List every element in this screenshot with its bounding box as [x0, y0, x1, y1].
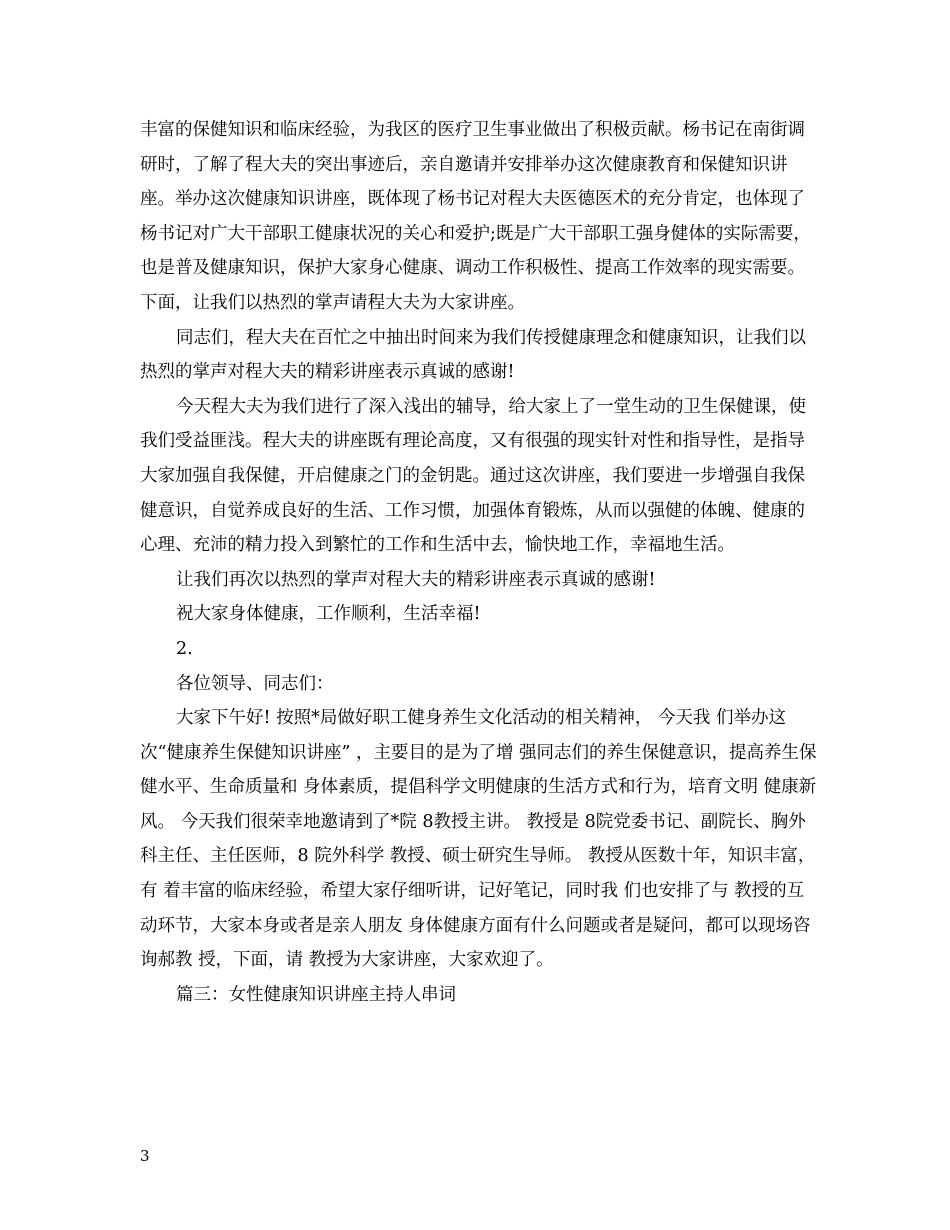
page-number: 3 [140, 1147, 150, 1165]
document-body [140, 113, 820, 1012]
salutation: 各位领导、同志们： [176, 673, 334, 694]
paragraph-continuation: 丰富的保健知识和临床经验，为我区的医疗卫生事业做出了积极贡献。杨书记在南街调研时，了解了程大夫的突出事迹后，亲自邀请并安排举办这次健康教育和保健知识讲座。举办这次健康知识讲座，既体现了杨书记对程大夫医德医术的充分肯定，也体现了杨书记对广大干部职工健康状况的关心和爱护;既是广大干部职工强身健体的实际需要，也是普及健康知识，保护大家身心健康、调动工作积极性、提高工作效率的现实需要。 下面，让我们以热烈的掌声请程大夫为大家讲座。 [140, 120, 811, 313]
paragraph-summary: 今天程大夫为我们进行了深入浅出的辅导，给大家上了一堂生动的卫生保健课，使我们受益匪浅。程大夫的讲座既有理论高度，又有很强的现实针对性和指导性，是指导大家加强自我保健，开启健康之门的金钥匙。通过这次讲座，我们要进一步增强自我保健意识，自觉养成良好的生活、工作习惯，加强体育锻炼，从而以强健的体魄、健康的心理、充沛的精力投入到繁忙的工作和生活中去，愉快地工作，幸福地生活。 [140, 396, 806, 556]
paragraph-opening-speech: 大家下午好! 按照*局做好职工健身养生文化活动的相关精神， 今天我 们举办这次“健康养生保健知识讲座” ，主要目的是为了增 强同志们的养生保健意识，提高养生保健水平、生命质量和 身体素质，提倡科学文明健康的生活方式和行为，培育文明 健康新风。 今天我们很荣幸地邀请到了*院 8教授主讲。 教授是 8院党委书记、副院长、胸外科主任、主任医师，8 院外科学 教授、硕士研究生导师。 教授从医数十年，知识丰富，有 着丰富的临床经验，希望大家仔细听讲，记好笔记，同时我 们也安排了与 教授的互动环节，大家本身或者是亲人朋友 身体健康方面有什么问题或者是疑问，都可以现场咨询郝教 授，下面，请 教授为大家讲座，大家欢迎了。 [140, 708, 817, 971]
section-number: 2. [176, 638, 193, 659]
paragraph-applause: 让我们再次以热烈的掌声对程大夫的精彩讲座表示真诚的感谢! [176, 569, 656, 590]
paragraph-wishes: 祝大家身体健康，工作顺利，生活幸福! [176, 604, 481, 625]
paragraph-thanks: 同志们，程大夫在百忙之中抽出时间来为我们传授健康理念和健康知识，让我们以热烈的掌声对程大夫的精彩讲座表示真诚的感谢! [140, 327, 806, 383]
section-heading: 篇三：女性健康知识讲座主持人串词 [176, 984, 456, 1005]
